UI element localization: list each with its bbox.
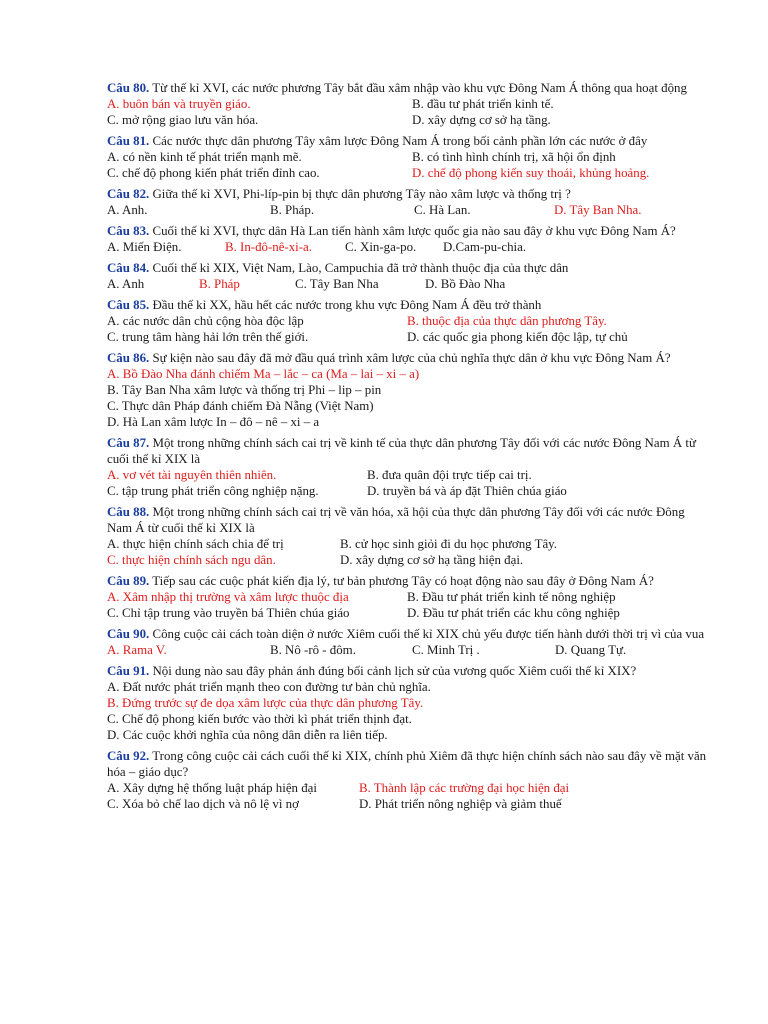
options-row [107, 313, 707, 329]
question-number: Câu 82. [107, 187, 150, 201]
question-90 [107, 626, 707, 658]
options-row [107, 589, 707, 605]
question-stem [107, 223, 707, 239]
option-b[interactable]: B. In-đô-nê-xi-a. [225, 240, 312, 254]
options-row [107, 796, 707, 812]
option-c[interactable]: C. Chế độ phong kiến bước vào thời kì phát triển thịnh đạt. [107, 712, 412, 726]
options-row [107, 239, 707, 255]
question-number: Câu 92. [107, 749, 150, 763]
options-row [107, 149, 707, 165]
option-d[interactable]: D. Quang Tự. [555, 643, 627, 657]
option-a[interactable]: A. Đất nước phát triển mạnh theo con đường tư bản chủ nghĩa. [107, 680, 431, 694]
option-a[interactable]: A. Anh. [107, 203, 148, 217]
question-text: Nội dung nào sau đây phản ánh đúng bối cảnh lịch sử của vương quốc Xiêm cuối thế kỉ XIX? [152, 664, 637, 678]
option-c[interactable]: C. Thực dân Pháp đánh chiếm Đà Nẵng (Việt Nam) [107, 399, 374, 413]
option-c[interactable]: C. Tây Ban Nha [295, 277, 379, 291]
option-b[interactable]: B. Tây Ban Nha xâm lược và thống trị Phi – lip – pin [107, 383, 382, 397]
option-a[interactable]: A. Rama V. [107, 643, 167, 657]
question-stem [107, 297, 707, 313]
question-text: Một trong những chính sách cai trị về văn hóa, xã hội của thực dân phương Tây đối với các nước Đông Nam Á từ cuối thế kỉ XIX là [107, 505, 685, 535]
option-d[interactable]: D. Hà Lan xâm lược In – đô – nê – xi – a [107, 415, 320, 429]
option-b[interactable]: B. Pháp. [270, 203, 315, 217]
question-text: Các nước thực dân phương Tây xâm lược Đông Nam Á trong bối cảnh phần lớn các nước ở đây [152, 134, 648, 148]
question-text: Một trong những chính sách cai trị về kinh tế của thực dân phương Tây đối với các nước Đông Nam Á từ cuối thế kỉ XIX là [107, 436, 696, 466]
options-row [107, 642, 707, 658]
question-92 [107, 748, 707, 812]
option-a[interactable]: A. Xâm nhập thị trường và xâm lược thuộc địa [107, 590, 349, 604]
option-d[interactable]: D. Các cuộc khởi nghĩa của nông dân diễn ra liên tiếp. [107, 728, 388, 742]
option-c[interactable]: C. Xóa bỏ chế lao dịch và nô lệ vì nợ [107, 797, 299, 811]
question-stem [107, 748, 707, 780]
option-b[interactable]: B. có tình hình chính trị, xã hội ổn định [412, 150, 616, 164]
option-a[interactable]: A. vơ vét tài nguyên thiên nhiên. [107, 468, 277, 482]
question-82 [107, 186, 707, 218]
question-number: Câu 81. [107, 134, 150, 148]
option-b[interactable]: B. Pháp [199, 277, 240, 291]
option-d[interactable]: D. xây dựng cơ sở hạ tầng hiện đại. [340, 553, 524, 567]
question-number: Câu 90. [107, 627, 150, 641]
option-c[interactable]: C. tập trung phát triển công nghiệp nặng. [107, 484, 319, 498]
option-c[interactable]: C. chế độ phong kiến phát triển đỉnh cao. [107, 166, 320, 180]
question-text: Trong công cuộc cải cách cuối thế kỉ XIX, chính phủ Xiêm đã thực hiện chính sách nào sau đây về mặt văn hóa – giáo dục? [107, 749, 707, 779]
question-91 [107, 663, 707, 743]
question-number: Câu 88. [107, 505, 150, 519]
question-84 [107, 260, 707, 292]
option-d[interactable]: D. Đầu tư phát triển các khu công nghiệp [407, 606, 620, 620]
options-row [107, 552, 707, 568]
question-number: Câu 91. [107, 664, 150, 678]
option-c[interactable]: C. mở rộng giao lưu văn hóa. [107, 113, 259, 127]
option-a[interactable]: A. Xây dựng hệ thống luật pháp hiện đại [107, 781, 317, 795]
question-number: Câu 85. [107, 298, 150, 312]
option-b[interactable]: B. cử học sinh giỏi đi du học phương Tây. [340, 537, 557, 551]
option-c[interactable]: C. Minh Trị . [412, 643, 480, 657]
question-80 [107, 80, 707, 128]
options-row [107, 780, 707, 796]
question-stem [107, 350, 707, 366]
option-a[interactable]: A. các nước dân chủ cộng hòa độc lập [107, 314, 304, 328]
option-d[interactable]: D. Bồ Đào Nha [425, 277, 506, 291]
question-number: Câu 83. [107, 224, 150, 238]
question-stem [107, 663, 707, 679]
options-row [107, 165, 707, 181]
options-row [107, 112, 707, 128]
option-b[interactable]: B. Thành lập các trường đại học hiện đại [359, 781, 570, 795]
options-row [107, 276, 707, 292]
question-number: Câu 89. [107, 574, 150, 588]
option-b[interactable]: B. Đứng trước sự đe dọa xâm lược của thực dân phương Tây. [107, 696, 424, 710]
question-87 [107, 435, 707, 499]
question-stem [107, 133, 707, 149]
question-text: Sự kiện nào sau đây đã mở đầu quá trình xâm lược của chủ nghĩa thực dân ở khu vực Đông Nam Á? [152, 351, 671, 365]
question-stem [107, 80, 707, 96]
options-row [107, 96, 707, 112]
options-row [107, 536, 707, 552]
question-number: Câu 86. [107, 351, 150, 365]
question-83 [107, 223, 707, 255]
question-86 [107, 350, 707, 430]
question-stem [107, 260, 707, 276]
question-number: Câu 87. [107, 436, 150, 450]
option-a[interactable]: A. có nền kinh tế phát triển mạnh mẽ. [107, 150, 302, 164]
option-a[interactable]: A. Anh [107, 277, 145, 291]
question-text: Giữa thế kỉ XVI, Phi-líp-pin bị thực dân phương Tây nào xâm lược và thống trị ? [152, 187, 571, 201]
options-row [107, 467, 707, 483]
question-number: Câu 84. [107, 261, 150, 275]
question-text: Đầu thế kỉ XX, hầu hết các nước trong khu vực Đông Nam Á đều trở thành [152, 298, 542, 312]
option-b[interactable]: B. Nô -rô - đôm. [270, 643, 356, 657]
option-b[interactable]: B. đầu tư phát triển kinh tế. [412, 97, 554, 111]
question-text: Từ thế kỉ XVI, các nước phương Tây bắt đầu xâm nhập vào khu vực Đông Nam Á thông qua hoạt động [152, 81, 687, 95]
options-row [107, 605, 707, 621]
option-b[interactable]: B. đưa quân đội trực tiếp cai trị. [367, 468, 532, 482]
option-d[interactable]: D. Phát triển nông nghiệp và giảm thuế [359, 797, 562, 811]
question-stem [107, 573, 707, 589]
question-stem [107, 504, 707, 536]
question-stem [107, 435, 707, 467]
question-text: Tiếp sau các cuộc phát kiến địa lý, tư bản phương Tây có hoạt động nào sau đây ở Đông Nam Á? [152, 574, 654, 588]
options-row [107, 202, 707, 218]
question-81 [107, 133, 707, 181]
option-d[interactable]: D.Cam-pu-chia. [443, 240, 527, 254]
option-c[interactable]: C. trung tâm hàng hải lớn trên thế giới. [107, 330, 309, 344]
option-d[interactable]: D. chế độ phong kiến suy thoái, khủng hoảng. [412, 166, 650, 180]
option-d[interactable]: D. xây dựng cơ sở hạ tầng. [412, 113, 551, 127]
option-c[interactable]: C. Chỉ tập trung vào truyền bá Thiên chúa giáo [107, 606, 350, 620]
question-89 [107, 573, 707, 621]
option-b[interactable]: B. Đầu tư phát triển kinh tế nông nghiệp [407, 590, 616, 604]
options-row [107, 329, 707, 345]
option-d[interactable]: D. truyền bá và áp đặt Thiên chúa giáo [367, 484, 567, 498]
option-c[interactable]: C. thực hiện chính sách ngu dân. [107, 553, 276, 567]
option-d[interactable]: D. các quốc gia phong kiến độc lập, tự chủ [407, 330, 628, 344]
question-text: Công cuộc cải cách toàn diện ở nước Xiêm cuối thế kỉ XIX chủ yếu được tiến hành dưới thời trị vì của vua [152, 627, 705, 641]
option-c[interactable]: C. Xin-ga-po. [345, 240, 417, 254]
options-row [107, 483, 707, 499]
question-text: Cuối thế kỉ XVI, thực dân Hà Lan tiến hành xâm lược quốc gia nào sau đây ở khu vực Đông Nam Á? [152, 224, 676, 238]
question-stem [107, 626, 707, 642]
question-stem [107, 186, 707, 202]
option-a[interactable]: A. buôn bán và truyền giáo. [107, 97, 251, 111]
question-sheet [107, 80, 707, 817]
question-88 [107, 504, 707, 568]
option-a[interactable]: A. thực hiện chính sách chia để trị [107, 537, 284, 551]
option-b[interactable]: B. thuộc địa của thực dân phương Tây. [407, 314, 607, 328]
question-text: Cuối thế kỉ XIX, Việt Nam, Lào, Campuchia đã trở thành thuộc địa của thực dân [152, 261, 569, 275]
option-c[interactable]: C. Hà Lan. [414, 203, 471, 217]
question-number: Câu 80. [107, 81, 150, 95]
option-d[interactable]: D. Tây Ban Nha. [554, 203, 642, 217]
option-a[interactable]: A. Miến Điện. [107, 240, 182, 254]
question-85 [107, 297, 707, 345]
option-a[interactable]: A. Bồ Đào Nha đánh chiếm Ma – lắc – ca (Ma – lai – xi – a) [107, 367, 420, 381]
